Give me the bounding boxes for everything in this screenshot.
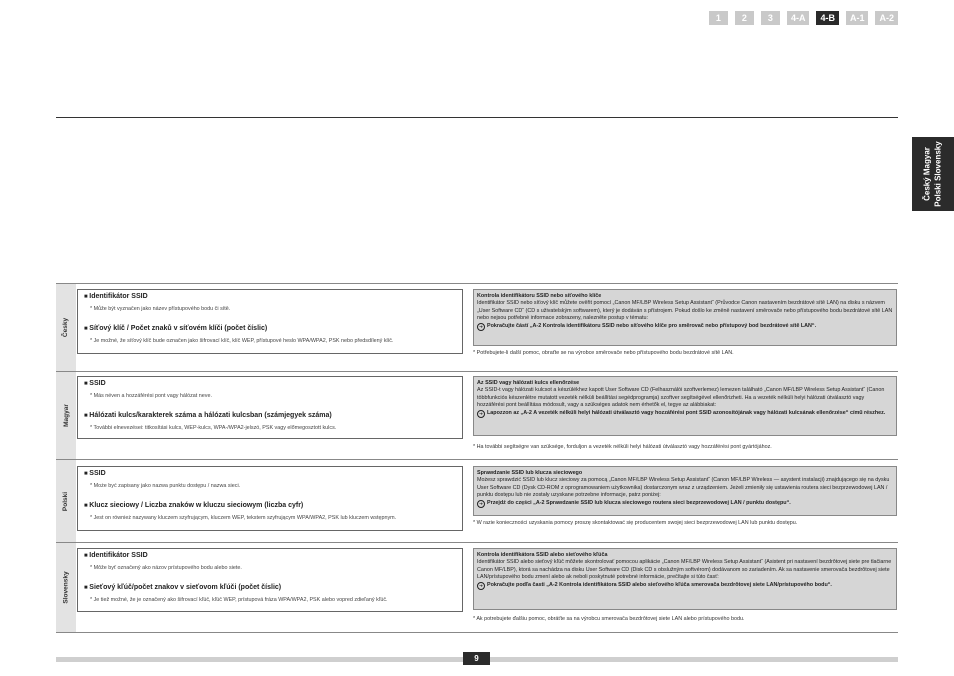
lang-label-cell xyxy=(56,460,76,542)
tab-3[interactable]: 3 xyxy=(761,11,780,25)
term-note: * További elnevezései: titkosítási kulcs, WEP-kulcs, WPA-/WPA2-jelszó, PSK vagy előmegosztott kulcs. xyxy=(90,425,456,431)
info-reference xyxy=(477,500,893,508)
term-heading: ■ Sieťový kľúč/počet znakov v sieťovom kľúči (počet číslic) xyxy=(84,584,456,591)
side-tab-line-1: Český Magyar xyxy=(923,147,932,201)
help-note-text: * Ha további segítségre van szüksége, forduljon a vezeték nélküli helyi hálózati útválasztó vagy hozzáférési pont gyártójához. xyxy=(473,444,772,450)
term-note: * Może być zapisany jako nazwa punktu dostępu / nazwa sieci. xyxy=(90,483,456,489)
section-divider xyxy=(56,632,898,633)
reference-text: Pokračujte částí „A-2 Kontrola identifikátoru SSID nebo síťového klíče pro směrovač nebo přístupový bod bezdrátové sítě LAN“. xyxy=(487,322,817,329)
info-box xyxy=(473,376,897,436)
tab-a1[interactable]: A-1 xyxy=(846,11,869,25)
term-heading: ■ SSID xyxy=(84,470,456,477)
term-heading: ■ Identifikátor SSID xyxy=(84,552,456,559)
tab-4a[interactable]: 4-A xyxy=(787,11,810,25)
term-heading: ■ Síťový klíč / Počet znaků v síťovém klíči (počet číslic) xyxy=(84,325,456,332)
info-box xyxy=(473,466,897,516)
help-note xyxy=(473,616,744,622)
term-note: * Může být vyznačen jako název přístupového bodu či sítě. xyxy=(90,306,456,312)
section-divider xyxy=(56,371,898,372)
terms-box xyxy=(77,466,463,531)
info-text: Identifikátor SSID nebo síťový klíč můžete ověřit pomocí „Canon MF/LBP Wireless Setup Assistant“ (Průvodce Canon nastavením bezdrátové sítě LAN) na disku s názvem „User Software CD“ (CD s uživatelským softwarem), který je dodáván s přístrojem. Pokud došlo ke změně nastavení směrovače nebo přístupového bodu bezdrátové sítě LAN nebo nejsou potřebné informace zobrazeny, nalezněte postup v tématu: xyxy=(477,300,893,322)
reference-text: Przejdź do części „A-2 Sprawdzanie SSID lub klucza sieciowego routera sieci bezprzewodowej LAN / punktu dostępu“. xyxy=(487,499,791,506)
section-divider xyxy=(56,283,898,284)
term-note: * Môže byť označený ako názov prístupového bodu alebo siete. xyxy=(90,565,456,571)
term-note: * Más néven a hozzáférési pont vagy hálózat neve. xyxy=(90,393,456,399)
term-note: * Jest on również nazywany kluczem szyfrującym, kluczem WEP, tekstem szyfrującym WPA/WPA2, PSK lub kluczem wstępnym. xyxy=(90,515,456,521)
term-heading: ■ Klucz sieciowy / Liczba znaków w kluczu sieciowym (liczba cyfr) xyxy=(84,502,456,509)
lang-label: Polski xyxy=(62,491,70,511)
info-box xyxy=(473,289,897,346)
info-title: Az SSID vagy hálózati kulcs ellenőrzése xyxy=(477,380,580,386)
help-note-text: * Potřebujete-li další pomoc, obraťte se na výrobce směrovače nebo přístupového bodu bezdrátové sítě LAN. xyxy=(473,350,734,356)
info-text: Az SSID-t vagy hálózati kulcsot a készülékhez kapott User Software CD (Felhasználói szoftverlemez) lemezen található „Canon MF/LBP Wireless Setup Assistant“ (Canon többfunkciós készenlétre mutatott vezeték nélküli beállítási segédprogramja) szoftver segítségével ellenőrizheti. Ha a vezeték nélküli helyi hálózati útválasztó vagy hozzáférési pont beállítása módosult, vagy a szükséges adatok nem érhetők el, tegye az alábbiakat: xyxy=(477,387,885,409)
info-title: Kontrola identifikátora SSID alebo sieťového kľúča xyxy=(477,552,608,558)
side-tab-line-2: Polski Slovensky xyxy=(934,141,943,207)
info-reference xyxy=(477,410,893,418)
reference-text: Pokračujte podľa časti „A-2 Kontrola identifikátora SSID alebo sieťového kľúča smerovača bezdrôtovej siete LAN/prístupového bodu“. xyxy=(487,581,832,588)
info-title: Sprawdzanie SSID lub klucza sieciowego xyxy=(477,470,583,476)
language-side-tab xyxy=(912,137,954,211)
section-divider xyxy=(56,542,898,543)
chapter-nav xyxy=(709,11,898,25)
tab-a2[interactable]: A-2 xyxy=(875,11,898,25)
help-note-text: * W razie konieczności uzyskania pomocy proszę skontaktować się producentem swojej sieci bezprzewodowej LAN lub punktu dostępu. xyxy=(473,520,797,526)
help-note-text: * Ak potrebujete ďalšiu pomoc, obráťte sa na výrobcu smerovača bezdrôtovej siete LAN alebo prístupového bodu. xyxy=(473,616,744,622)
arrow-right-icon: ➔ xyxy=(477,323,485,331)
term-note: * Je tiež možné, že je označený ako šifrovací kľúč, kľúč WEP, prístupová fráza WPA/WPA2, PSK alebo vopred zdieľaný kľúč. xyxy=(90,597,456,603)
lang-label-cell xyxy=(56,543,76,632)
tab-4b[interactable]: 4-B xyxy=(816,11,839,25)
reference-text: Lapozzon az „A-2 A vezeték nélküli helyi hálózati útválasztó vagy hozzáférési pont SSID azonosítójának vagy hálózati kulcsának ellenőrzése“ című részhez. xyxy=(487,409,886,416)
help-note xyxy=(473,444,772,450)
lang-label: Magyar xyxy=(62,404,70,427)
term-heading: ■ Hálózati kulcs/karakterek száma a hálózati kulcsban (számjegyek száma) xyxy=(84,412,456,419)
info-reference xyxy=(477,323,893,331)
term-note: * Je možné, že síťový klíč bude označen jako šifrovací klíč, klíč WEP, přístupové heslo WPA/WPA2, PSK nebo předsdílený klíč. xyxy=(90,338,456,344)
info-text: Możesz sprawdzić SSID lub klucz sieciowy za pomocą „Canon MF/LBP Wireless Setup Assistant“ (Canon MF/LBP Wireless — asystent instalacji) znajdującego się na dysku User Software CD (Dysk CD-ROM z oprogramowaniem użytkownika) dostarczonym wraz z urządzeniem. Jeżeli zmieniły się ustawienia routera sieci bezprzewodowej LAN / punktu dostępu lub nie zostały uzyskane potrzebne informacje, patrz poniżej: xyxy=(477,477,890,499)
info-box xyxy=(473,548,897,610)
lang-label: Slovensky xyxy=(62,571,70,604)
page-number: 9 xyxy=(463,652,490,665)
lang-label: Česky xyxy=(62,317,70,338)
terms-box xyxy=(77,289,463,354)
help-note xyxy=(473,520,797,526)
arrow-right-icon: ➔ xyxy=(477,500,485,508)
lang-label-cell xyxy=(56,372,76,459)
arrow-right-icon: ➔ xyxy=(477,410,485,418)
terms-box xyxy=(77,548,463,612)
term-heading: ■ SSID xyxy=(84,380,456,387)
tab-2[interactable]: 2 xyxy=(735,11,754,25)
arrow-right-icon: ➔ xyxy=(477,582,485,590)
section-divider xyxy=(56,459,898,460)
tab-1[interactable]: 1 xyxy=(709,11,728,25)
info-title: Kontrola identifikátoru SSID nebo síťového klíče xyxy=(477,293,602,299)
terms-box xyxy=(77,376,463,439)
term-heading: ■ Identifikátor SSID xyxy=(84,293,456,300)
header-divider xyxy=(56,117,898,118)
info-text: Identifikátor SSID alebo sieťový kľúč môžete skontrolovať pomocou aplikácie „Canon MF/LBP Wireless Setup Assistant“ (Asistent pri nastavení bezdrôtovej siete pre tlačiarne Canon MF/LBP), ktorá sa nachádza na disku User Software CD (Disk CD s obslužným softvérom) dodávanom so zariadením. Ak sa nastavenie smerovača bezdrôtovej siete LAN/prístupového bodu zmení alebo ak neboli poskytnuté potrebné informácie, prečítajte si túto časť: xyxy=(477,559,892,581)
lang-label-cell xyxy=(56,284,76,371)
info-reference xyxy=(477,582,893,590)
help-note xyxy=(473,350,734,356)
